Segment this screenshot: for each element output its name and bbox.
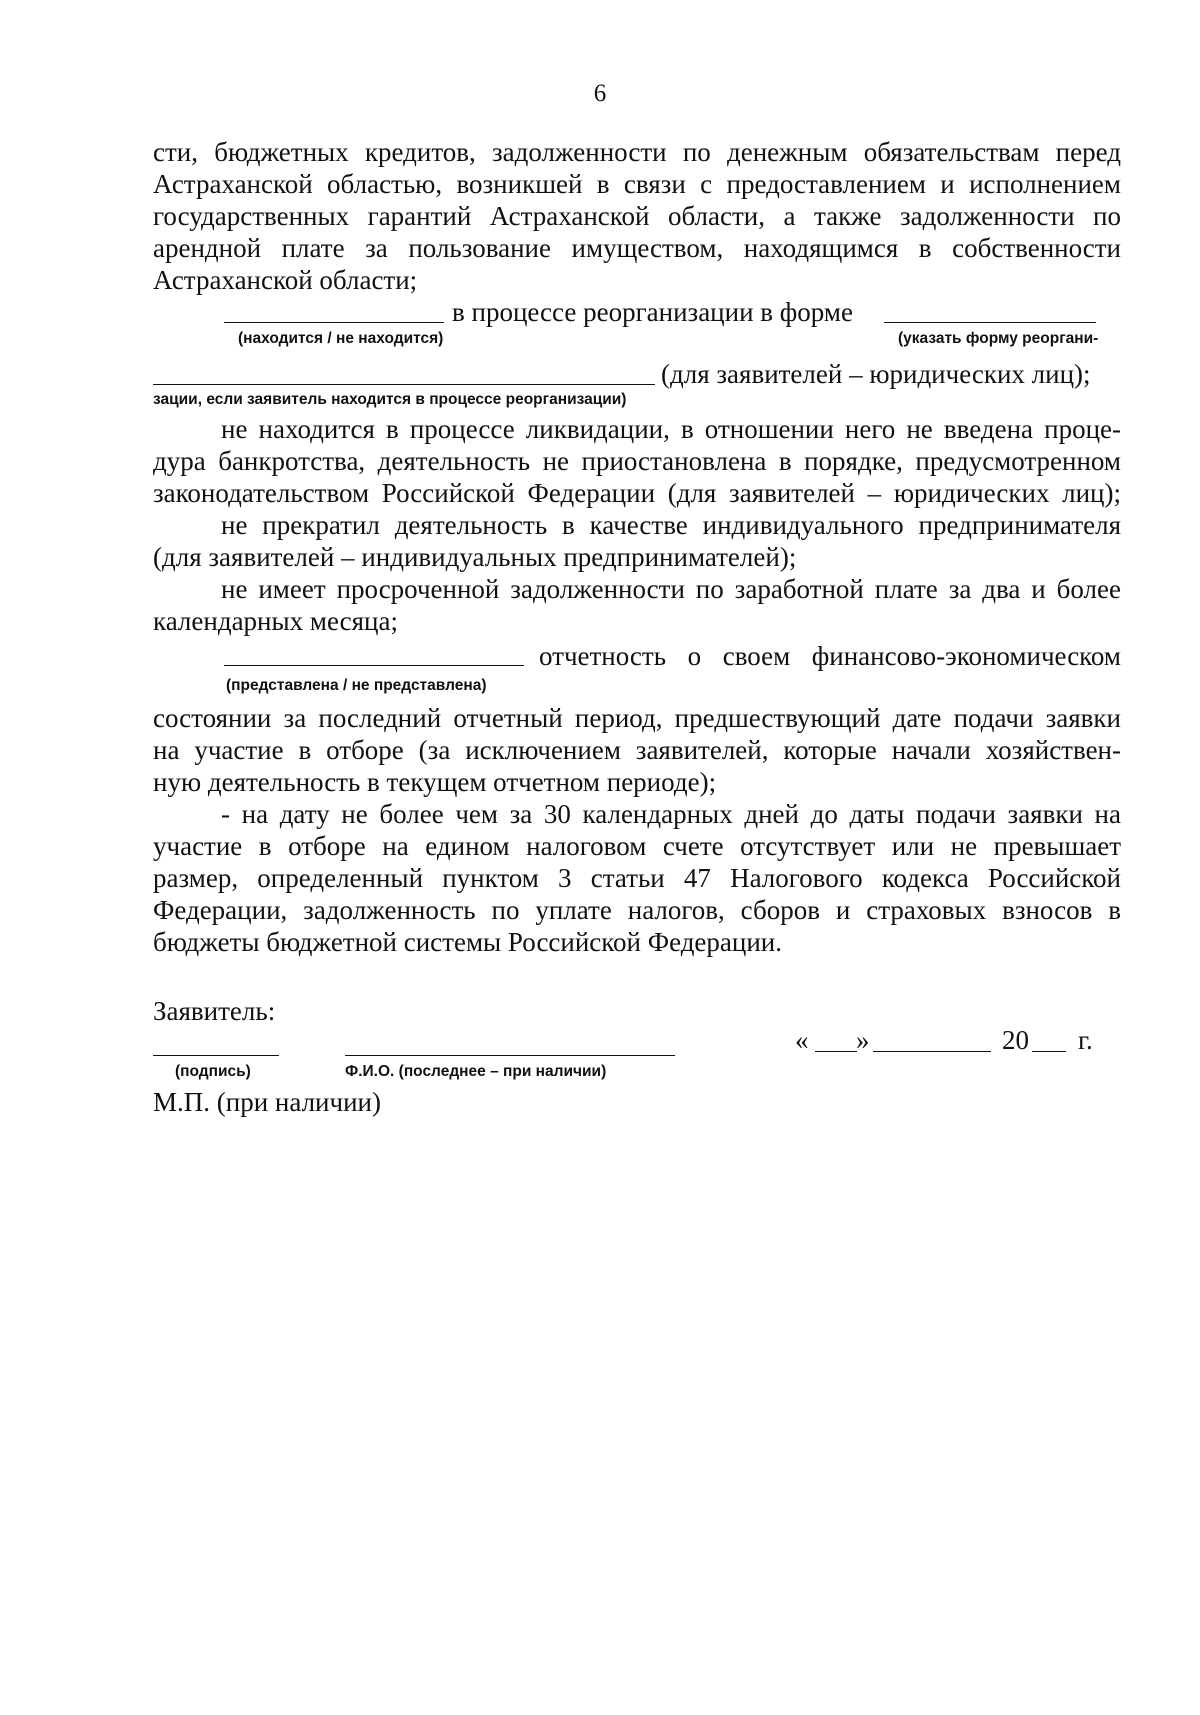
report-tail-text: отчетность о своем финансово-экономическом — [539, 641, 1121, 671]
text-line: не прекратил деятельность в качестве индивидуального предпринимателя — [221, 510, 1121, 540]
text-line: состоянии за последний отчетный период, предшествующий дате подачи заявки — [153, 703, 1121, 733]
text-line: сти, бюджетных кредитов, задолженности по денежным обязательствам перед — [153, 137, 1121, 167]
report-caption: (представлена / не представлена) — [226, 677, 487, 694]
date-year-blank — [1032, 1051, 1066, 1052]
text-line: ную деятельность в текущем отчетном периоде); — [153, 767, 717, 797]
stamp-label: М.П. (при наличии) — [153, 1087, 381, 1117]
text-line: Астраханской области; — [153, 265, 418, 295]
text-line: не находится в процессе ликвидации, в отношении него не введена проце- — [221, 414, 1121, 444]
reorg-status-blank — [224, 322, 444, 323]
applicant-label: Заявитель: — [153, 996, 276, 1026]
signature-blank — [153, 1055, 279, 1056]
text-line: не имеет просроченной задолженности по заработной плате за два и более — [221, 574, 1121, 604]
name-caption: Ф.И.О. (последнее – при наличии) — [345, 1063, 607, 1080]
text-line: участие в отборе на едином налоговом счете отсутствует или не превышает — [153, 831, 1121, 861]
reorg-caption-bottom: зации, если заявитель находится в процессе реорганизации) — [153, 391, 627, 408]
date-month-blank — [873, 1051, 991, 1052]
date-day-blank — [815, 1051, 857, 1052]
text-line: дура банкротства, деятельность не приостановлена в порядке, предусмотренном — [153, 446, 1121, 476]
reorg-form-blank-continued — [153, 384, 655, 385]
reorg-middle-text: в процессе реорганизации в форме — [452, 297, 853, 327]
text-line: календарных месяца; — [153, 606, 398, 636]
date-quote-close: » — [856, 1025, 870, 1055]
date-quote-open: « — [795, 1025, 809, 1055]
text-line: размер, определенный пунктом 3 статьи 47 Налогового кодекса Российской — [153, 863, 1121, 893]
text-line: законодательством Российской Федерации (для заявителей – юридических лиц); — [153, 478, 1121, 508]
signature-caption: (подпись) — [175, 1063, 251, 1080]
text-line: Астраханской областью, возникшей в связи с предоставлением и исполнением — [153, 169, 1121, 199]
report-status-blank — [224, 665, 524, 666]
text-line: государственных гарантий Астраханской области, а также задолженности по — [153, 201, 1121, 231]
reorg-caption-right: (указать форму реоргани- — [898, 330, 1099, 347]
name-blank — [345, 1055, 675, 1056]
text-line: (для заявителей – индивидуальных предпринимателей); — [153, 542, 797, 572]
text-line: - на дату не более чем за 30 календарных дней до даты подачи заявки на — [221, 799, 1121, 829]
date-year-prefix: 20 — [1002, 1025, 1029, 1055]
page-number: 6 — [593, 80, 607, 107]
reorg-caption-left: (находится / не находится) — [238, 330, 444, 347]
text-line: Федерации, задолженность по уплате налогов, сборов и страховых взносов в — [153, 895, 1121, 925]
reorg-line2-tail: (для заявителей – юридических лиц); — [661, 359, 1091, 389]
date-year-suffix: г. — [1078, 1025, 1093, 1055]
text-line: бюджеты бюджетной системы Российской Федерации. — [153, 927, 783, 957]
reorg-form-blank — [884, 322, 1096, 323]
text-line: арендной плате за пользование имуществом, находящимся в собственности — [153, 233, 1121, 263]
text-line: на участие в отборе (за исключением заявителей, которые начали хозяйствен- — [153, 735, 1121, 765]
